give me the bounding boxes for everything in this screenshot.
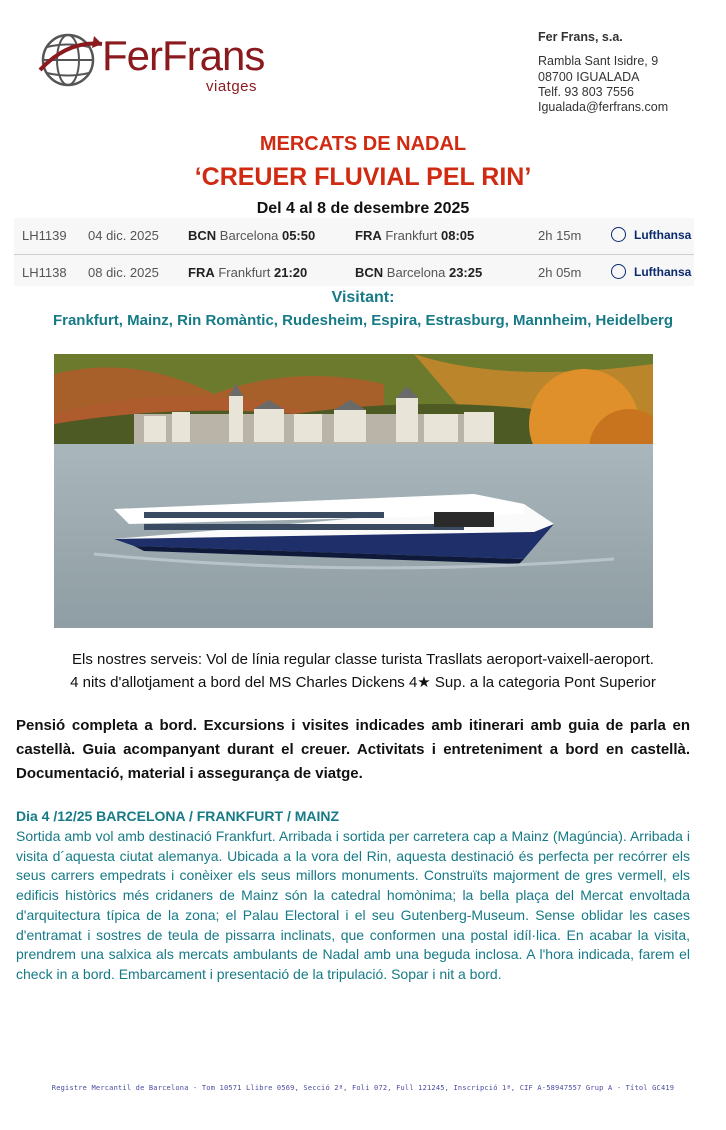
logo-brand-text: FerFrans — [102, 32, 265, 79]
flight-date: 08 dic. 2025 — [88, 265, 159, 280]
flight-code: LH1139 — [22, 228, 67, 243]
river-cruise-photo — [54, 354, 653, 628]
airline-name: Lufthansa — [634, 265, 692, 279]
visiting-label: Visitant: — [331, 289, 395, 306]
day-1-description: Sortida amb vol amb destinació Frankfurt. Arribada i sortida per carretera cap a Mainz (Magúncia). Arribada i visita d´aquesta ciutat alemanya. Ubicada a la vora del Rin, aquesta destinació és perfecta per recórrer els seus carrers empedrats i conèixer els seus millors monuments. Construïts majorment de gres vermell, els edificis històrics més cridaners de Mainz són la catedral homònima; la bella plaça del Mercat envoltada d'arquitectura típica de la zona; el Palau Electoral i el seu Gutenberg-Museum. Sense oblidar les cases d'entramat i sostres de teula de pissarra inclinats, que conformen una postal idíl·lica. En acabar la visita, prendrem una salxica als mercats ambulants de Nadal amb una beguda inclosa. A l'hora indicada, farem el check in a bord. Embarcament i presentació de la tripulació. Sopar i nit a bord. — [16, 828, 690, 982]
departure-time: 05:50 — [281, 228, 316, 243]
flights-table — [14, 218, 694, 286]
arrival-time: 08:05 — [440, 228, 475, 243]
services-line-2: 4 nits d'allotjament a bord del MS Charles Dickens 4★ Sup. a la categoria Pont Superior — [70, 674, 656, 691]
company-phone: Telf. 93 803 7556 — [538, 84, 634, 99]
logo-subtitle: viatges — [206, 78, 258, 95]
globe-icon — [38, 30, 104, 92]
day-1-heading: Dia 4 /12/25 BARCELONA / FRANKFURT / MAINZ — [16, 808, 340, 824]
arrival-city: Barcelona — [386, 265, 446, 280]
flight-row — [14, 254, 694, 289]
flight-duration: 2h 05m — [538, 265, 582, 280]
included-services-paragraph: Pensió completa a bord. Excursions i visites indicades amb itinerari amb guia de parla en castellà. Guia acompanyant durant el creuer. Activitats i entreteniment a bord en castellà. Documentació, material i assegurança de viatge. — [16, 717, 690, 782]
flight-date: 04 dic. 2025 — [88, 228, 159, 243]
company-logo — [38, 30, 278, 100]
flight-row — [14, 218, 694, 252]
arrival-code: BCN — [355, 265, 384, 280]
company-email: Igualada@ferfrans.com — [538, 100, 669, 115]
departure-city: Barcelona — [219, 228, 279, 243]
registry-footer: Registre Mercantil de Barcelona - Tom 10571 Llibre 0569, Secció 2ª, Foli 072, Full 121245, Inscripció 1ª, CIF A-58947557 Grup A - Títol GC419 — [51, 1084, 675, 1092]
departure-code: BCN — [188, 228, 217, 243]
departure-time: 21:20 — [273, 265, 308, 280]
title-markets: MERCATS DE NADAL — [259, 133, 467, 155]
flight-duration: 2h 15m — [538, 228, 582, 243]
company-city: 08700 IGUALADA — [538, 69, 640, 84]
arrival-code: FRA — [355, 228, 382, 243]
title-cruise: ‘CREUER FLUVIAL PEL RIN’ — [194, 163, 532, 191]
departure-code: FRA — [188, 265, 215, 280]
lufthansa-crane-icon — [611, 264, 626, 279]
flight-code: LH1138 — [22, 265, 67, 280]
company-info — [538, 30, 718, 115]
company-name: Fer Frans, s.a. — [538, 30, 623, 44]
visiting-cities: Frankfurt, Mainz, Rin Romàntic, Rudesheim, Espira, Estrasburg, Mannheim, Heidelberg — [52, 312, 674, 329]
arrival-city: Frankfurt — [385, 228, 438, 243]
cruise-ship-image — [54, 354, 653, 628]
company-address: Rambla Sant Isidre, 9 — [538, 54, 659, 69]
services-line-1: Els nostres serveis: Vol de línia regular classe turista Trasllats aeroport-vaixell-aeroport. — [72, 651, 654, 668]
arrival-time: 23:25 — [448, 265, 483, 280]
airline-name: Lufthansa — [634, 228, 692, 242]
lufthansa-crane-icon — [611, 227, 626, 242]
title-dates: Del 4 al 8 de desembre 2025 — [256, 200, 470, 217]
departure-city: Frankfurt — [218, 265, 271, 280]
